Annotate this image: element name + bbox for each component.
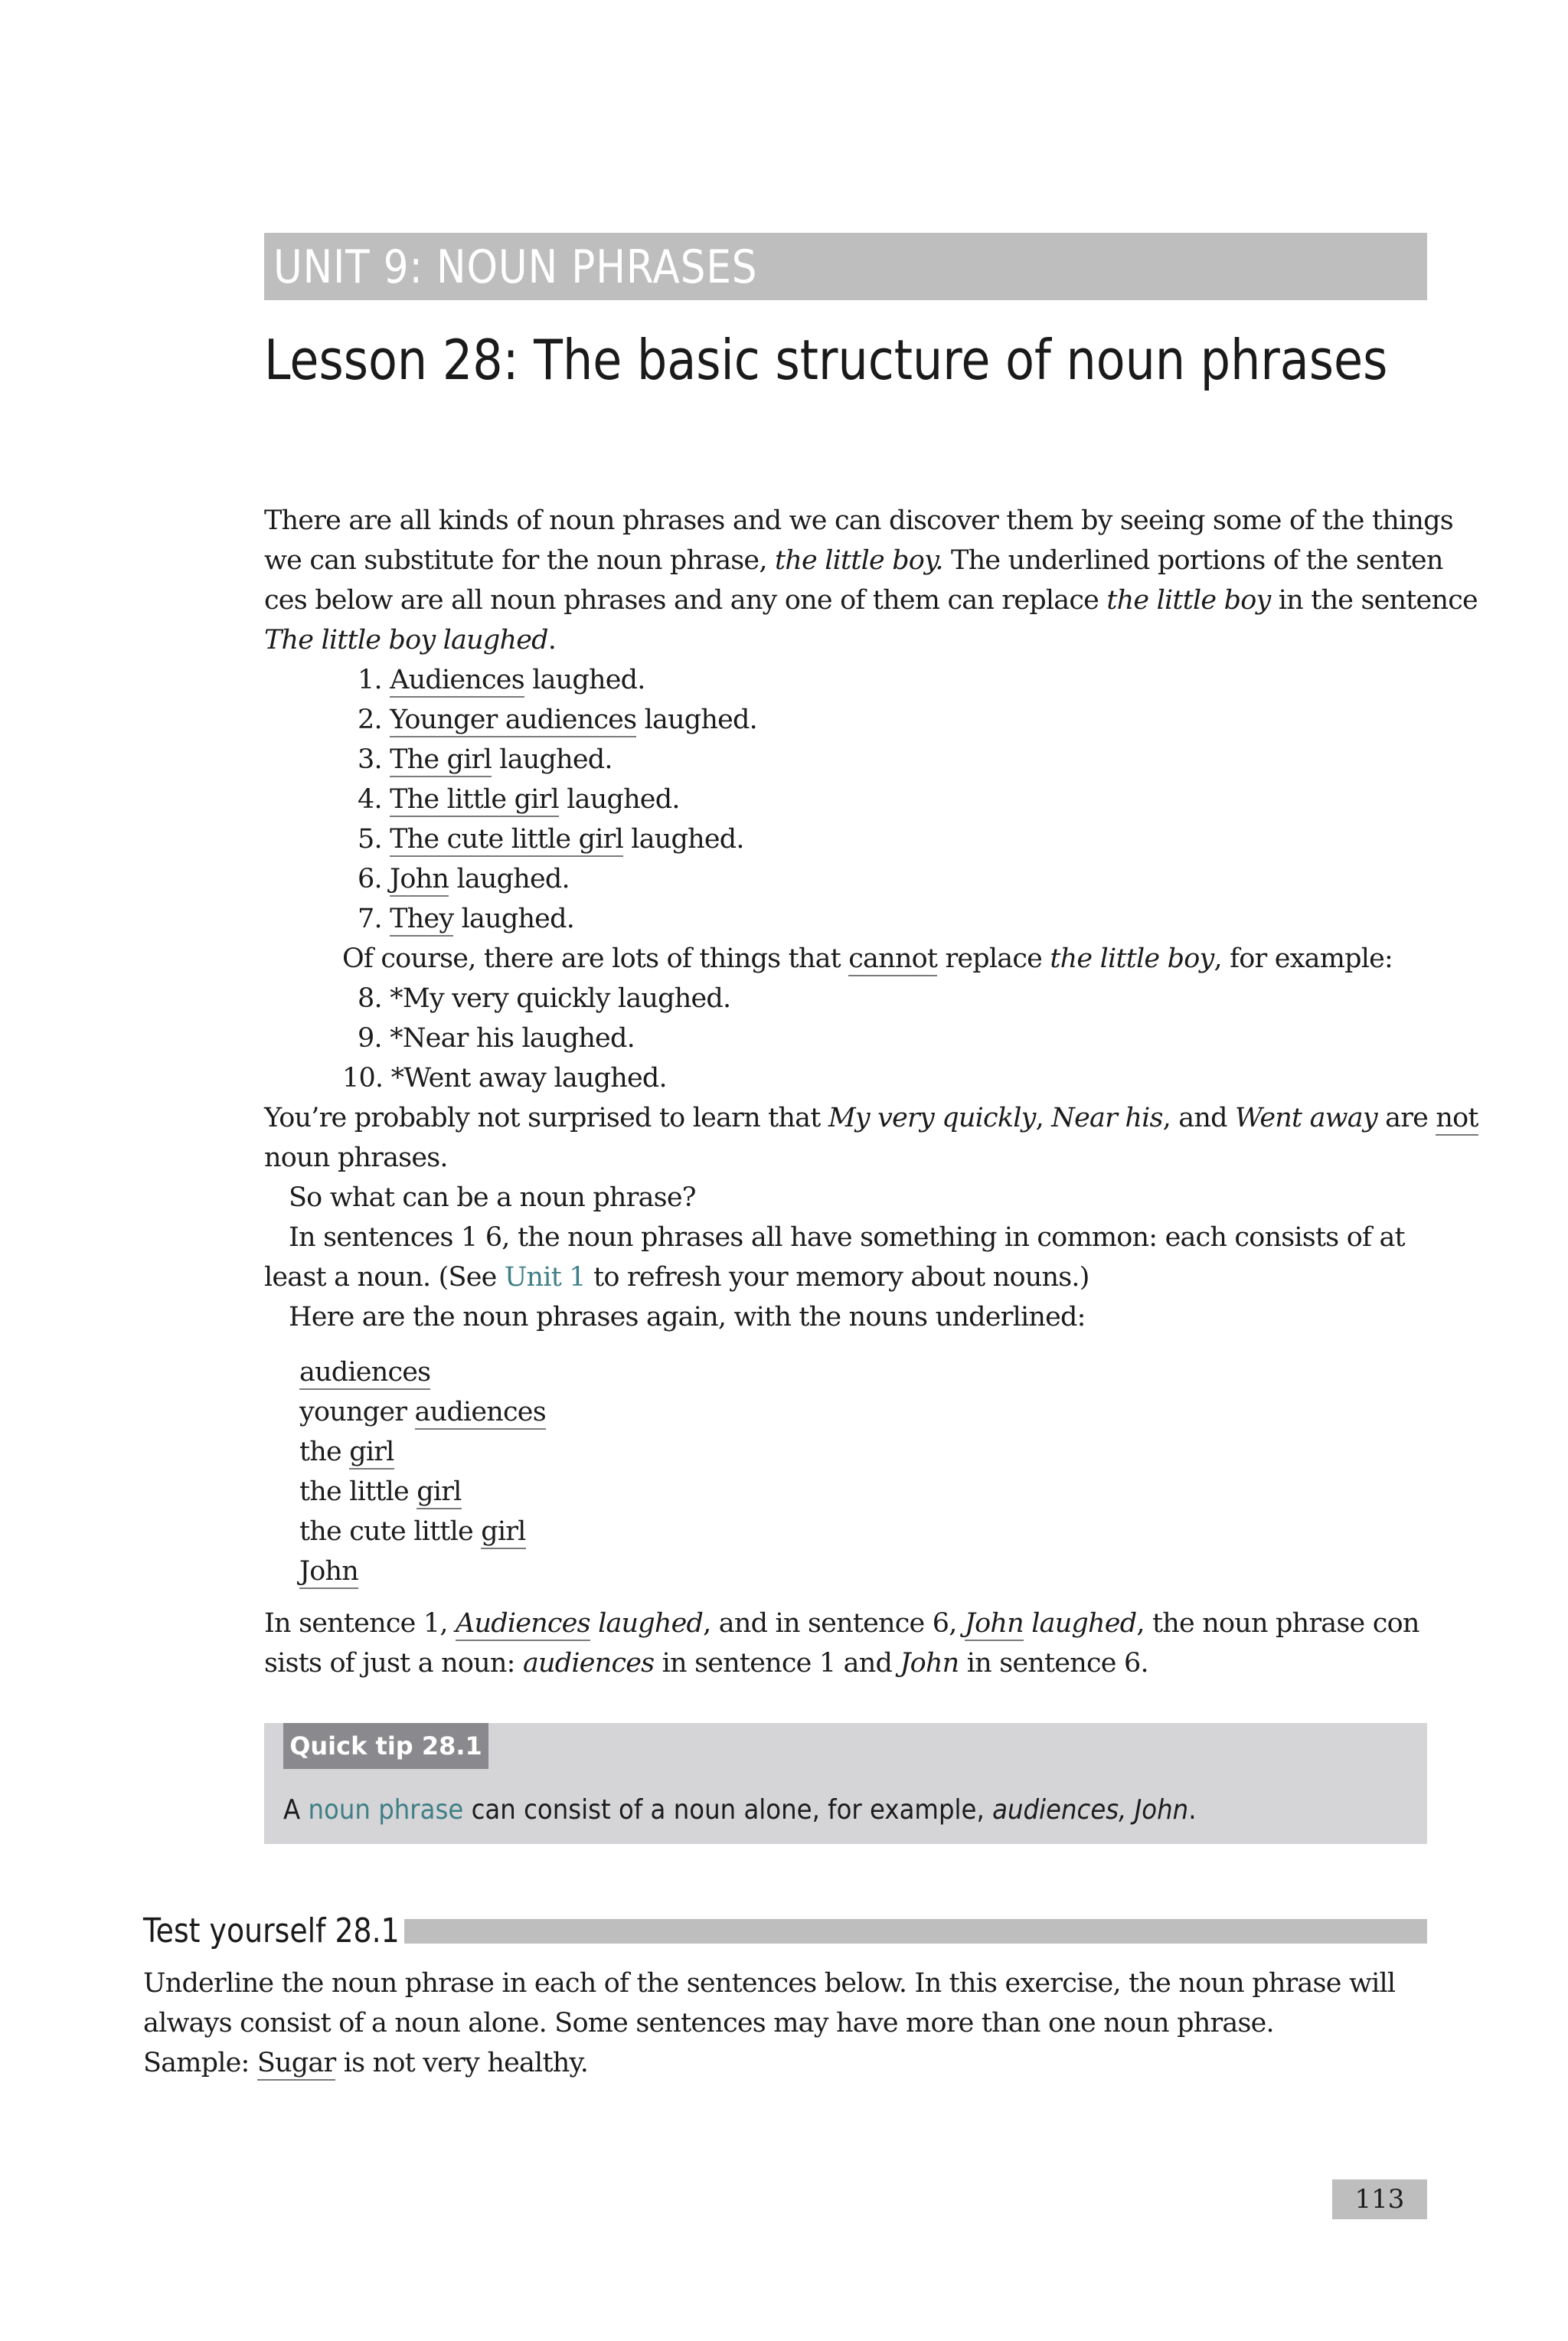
- para-4-line-1: In sentences 1 6, the noun phrases all have something in common: each consists of at: [289, 1222, 1405, 1253]
- test-yourself-bar: [404, 1919, 1427, 1944]
- noun-list-item: the little girl: [299, 1472, 462, 1512]
- noun-phrase: They: [390, 904, 453, 937]
- intro-line-2: we can substitute for the noun phrase, the little boy. The underlined portions of the senten: [264, 545, 1443, 576]
- noun-list-item: John: [299, 1551, 358, 1591]
- example-9: 9. *Near his laughed.: [358, 1023, 635, 1054]
- intro-line-3: ces below are all noun phrases and any one of them can replace the little boy in the sentence: [264, 585, 1478, 616]
- example-2: 2. Younger audiences laughed.: [358, 700, 757, 740]
- noun-list-item: younger audiences: [299, 1392, 546, 1432]
- of-course-line: Of course, there are lots of things that cannot replace the little boy, for example:: [342, 939, 1393, 979]
- example-8: 8. *My very quickly laughed.: [358, 983, 731, 1014]
- unit-1-link[interactable]: Unit 1: [504, 1262, 586, 1293]
- noun-list-item: the girl: [299, 1432, 394, 1472]
- intro-line-1: There are all kinds of noun phrases and we can discover them by seeing some of the things: [264, 505, 1453, 536]
- noun-phrase: The girl: [390, 744, 492, 777]
- noun-phrase: Younger audiences: [390, 705, 636, 737]
- para-3: So what can be a noun phrase?: [289, 1182, 696, 1213]
- example-6: 6. John laughed.: [358, 859, 570, 899]
- intro-line-4: The little boy laughed.: [264, 625, 557, 656]
- quick-tip-label: Quick tip 28.1: [283, 1723, 488, 1769]
- page-number: 113: [1332, 2179, 1427, 2219]
- para-6-line-2: sists of just a noun: audiences in sentence 1 and John in sentence 6.: [264, 1648, 1148, 1679]
- lesson-title: Lesson 28: The basic structure of noun phrases: [264, 328, 1388, 392]
- noun-list-item: the cute little girl: [299, 1512, 526, 1551]
- test-yourself-line-1: Underline the noun phrase in each of the sentences below. In this exercise, the noun phrase will: [143, 1968, 1396, 1999]
- example-10: 10. *Went away laughed.: [342, 1063, 667, 1094]
- quick-tip-text: A noun phrase can consist of a noun alone, for example, audiences, John.: [283, 1794, 1197, 1826]
- noun-list-item: audiences: [299, 1352, 430, 1392]
- noun-phrase-link[interactable]: noun phrase: [308, 1794, 464, 1826]
- test-yourself-line-2: always consist of a noun alone. Some sentences may have more than one noun phrase.: [143, 2008, 1274, 2039]
- example-4: 4. The little girl laughed.: [358, 780, 680, 819]
- example-1: 1. Audiences laughed.: [358, 660, 645, 700]
- test-yourself-title: Test yourself 28.1: [143, 1911, 400, 1950]
- test-yourself-sample: Sample: Sugar is not very healthy.: [143, 2043, 588, 2083]
- noun-phrase: The little girl: [390, 784, 559, 817]
- unit-title: UNIT 9: NOUN PHRASES: [273, 240, 758, 294]
- para-4-line-2: least a noun. (See Unit 1 to refresh your memory about nouns.): [264, 1262, 1089, 1293]
- para-5: Here are the noun phrases again, with the nouns underlined:: [289, 1302, 1086, 1332]
- noun-phrase: John: [390, 864, 449, 897]
- para-2-line-2: noun phrases.: [264, 1143, 448, 1173]
- noun-phrase: Audiences: [390, 665, 524, 698]
- example-7: 7. They laughed.: [358, 899, 574, 939]
- para-6-line-1: In sentence 1, Audiences laughed, and in sentence 6, John laughed, the noun phrase con: [264, 1604, 1419, 1643]
- example-5: 5. The cute little girl laughed.: [358, 819, 744, 859]
- para-2-line-1: You’re probably not surprised to learn that My very quickly, Near his, and Went away are not: [264, 1098, 1478, 1138]
- example-3: 3. The girl laughed.: [358, 740, 612, 780]
- noun-phrase: The cute little girl: [390, 824, 623, 857]
